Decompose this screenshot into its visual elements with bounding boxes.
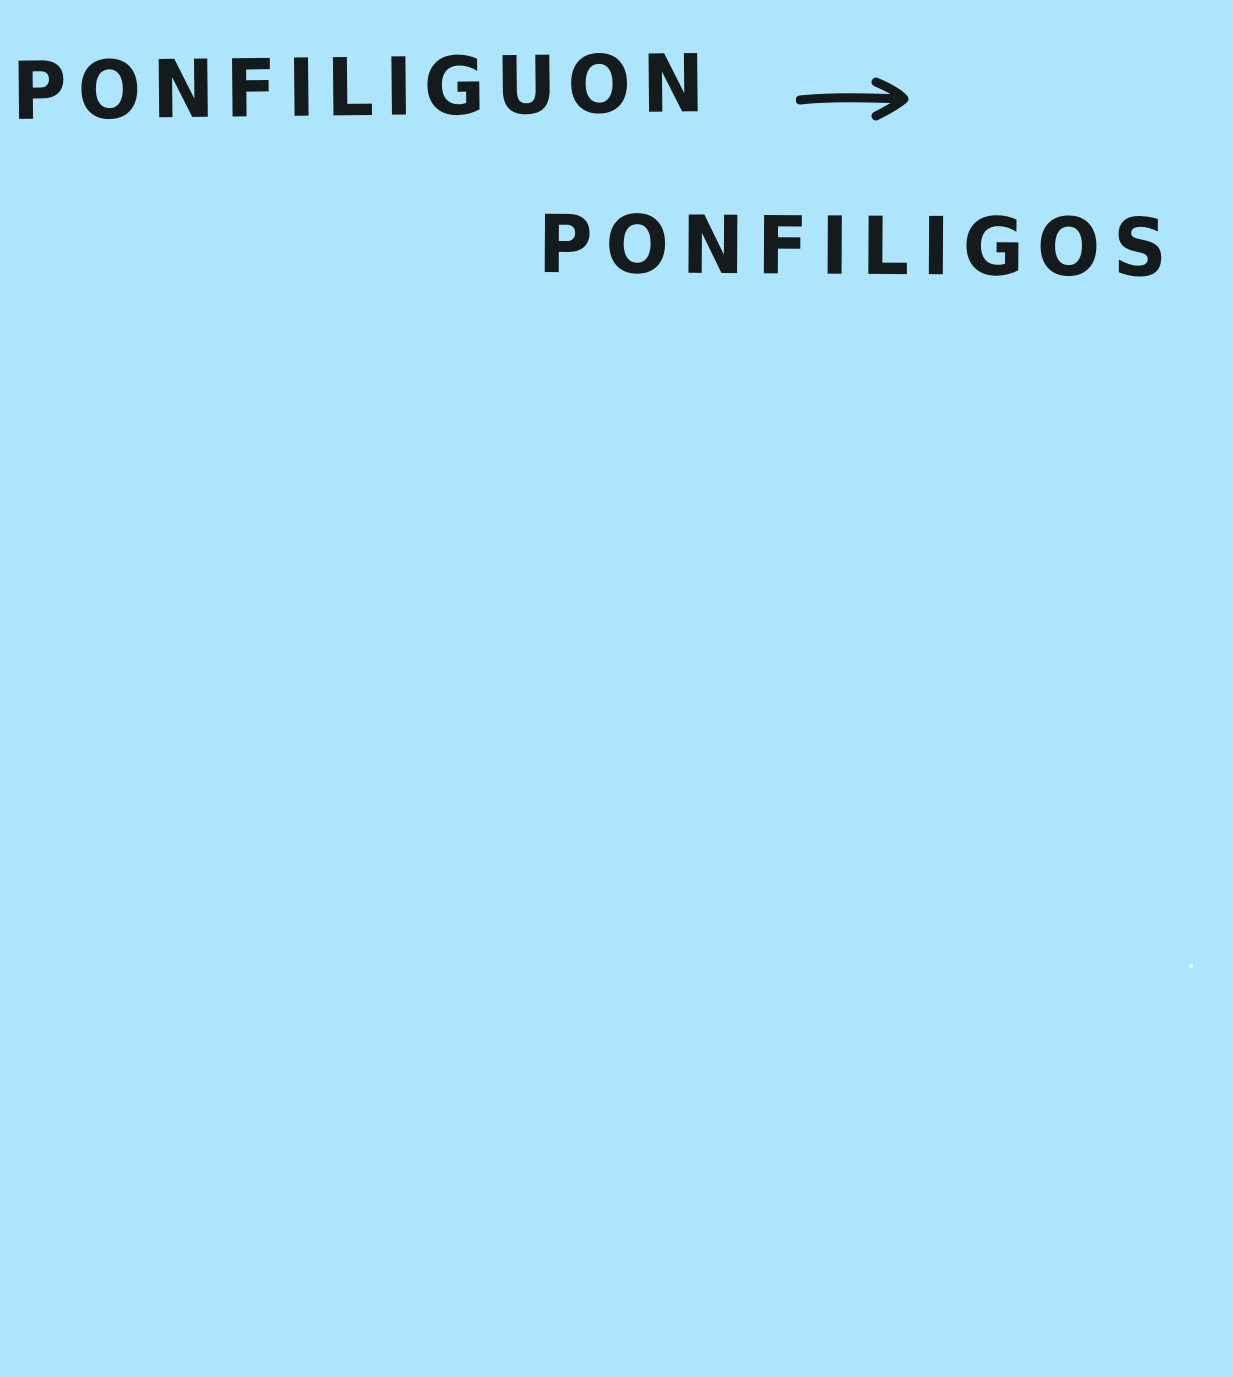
target-word: PONFILIGOS xyxy=(537,198,1180,295)
right-arrow-icon xyxy=(796,74,914,122)
paper-speck xyxy=(1189,964,1193,968)
source-word: PONFILIGUON xyxy=(11,37,716,138)
